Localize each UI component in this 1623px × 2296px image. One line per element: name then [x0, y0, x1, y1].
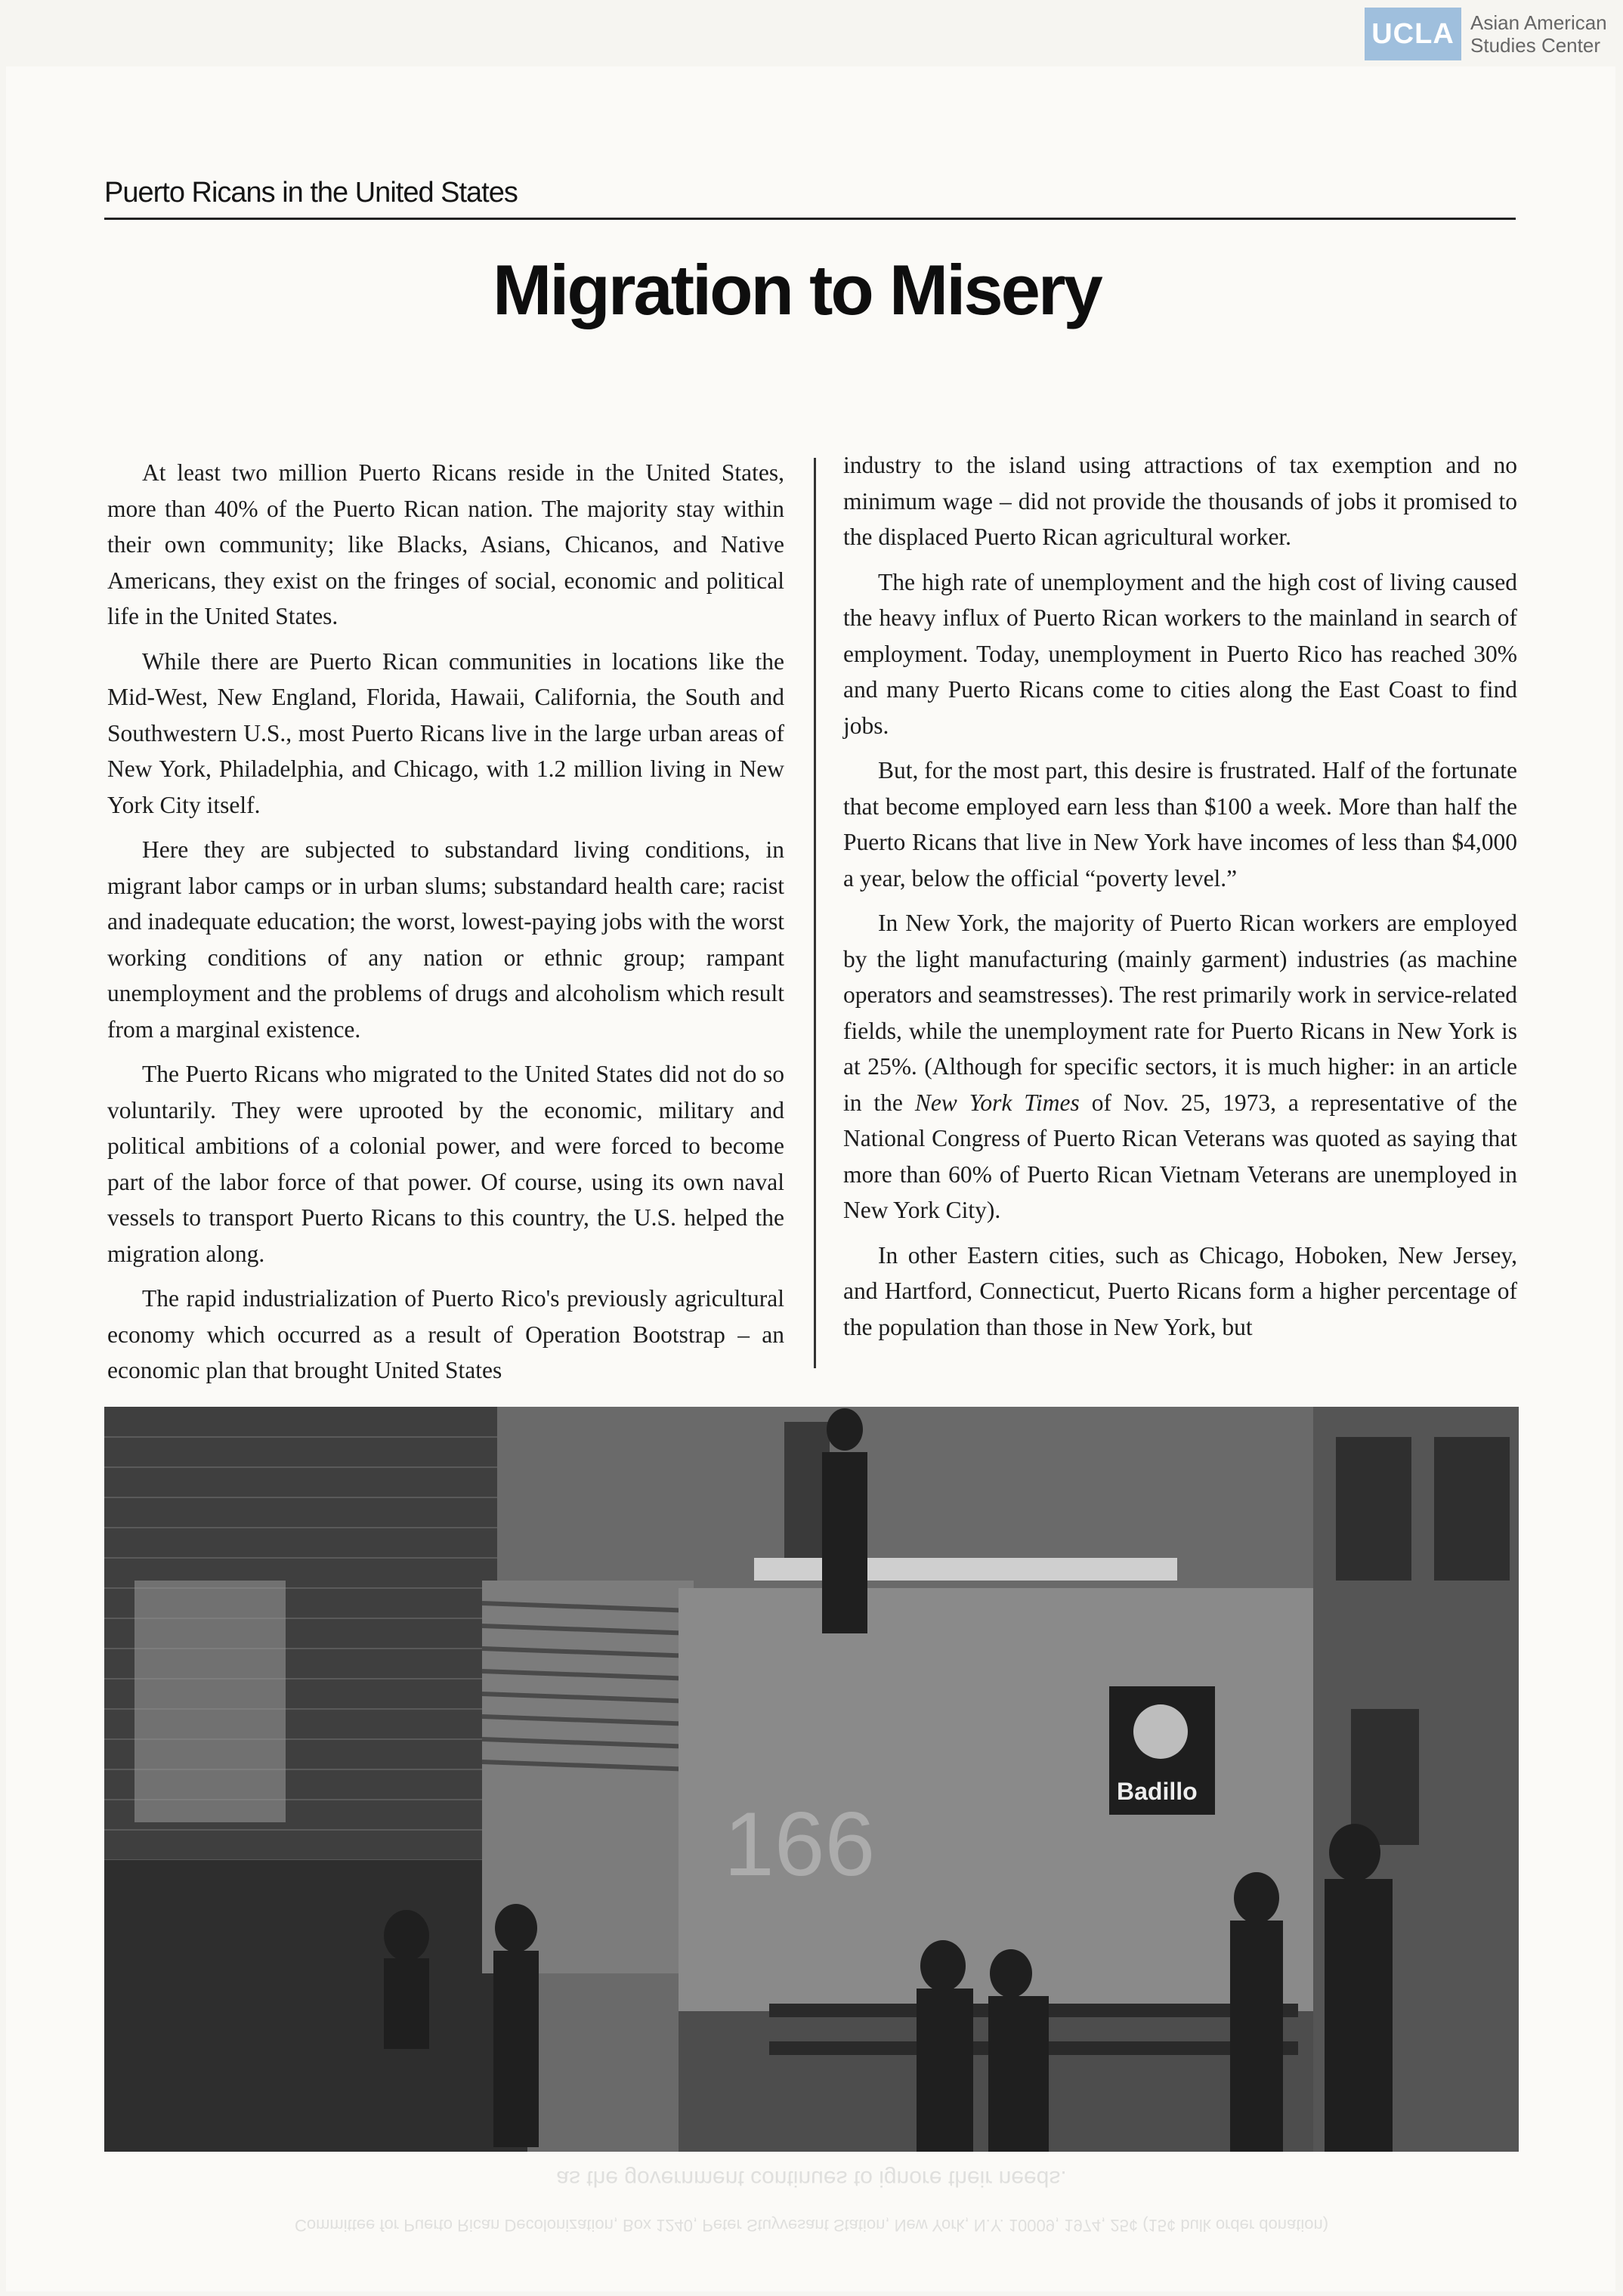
paragraph: industry to the island using attractions of tax exemption and no minimum wage – did not provide the thousands of jobs it promised to the displaced Puerto Rican agricultural worker. [843, 452, 1517, 550]
bleed-through-line-1: as the government continues to ignore their needs. [556, 2166, 1067, 2191]
paragraph: Here they are subjected to substandard living conditions, in migrant labor camps or in urban slums; substandard health care; racist and inadequate education; the worst, lowest-paying jobs with the worst working conditions of any nation or ethnic group; rampant unemployment and the problems of drugs and alcoholism which result from a marginal existence. [107, 836, 784, 1043]
paragraph: The Puerto Ricans who migrated to the United States did not do so voluntarily. They were uprooted by the economic, military and political ambitions of a colonial power, and were forced to become part of the labor force of that power. Of course, using its own naval vessels to transport Puerto Ricans to this country, the U.S. helped the migration along. [107, 1061, 784, 1267]
paragraph-text: In New York, the majority of Puerto Rican workers are employed by the light manufacturing (mainly garment) industries (as machine operators and seamstresses). The rest primarily work in service-related fields, while the unemployment rate for Puerto Ricans in New York is at 25%. (Although for specific sectors, it is much higher: in an article in the [843, 910, 1517, 1116]
article-headline: Migration to Misery [493, 250, 1101, 329]
article-column-2 [843, 447, 1517, 1354]
paragraph: While there are Puerto Rican communities in locations like the Mid-West, New England, Florida, Hawaii, California, the South and Southwestern U.S., most Puerto Ricans live in the large urban areas of New York, Philadelphia, and Chicago, with 1.2 million living in New York City itself. [107, 647, 784, 818]
ucla-logo: UCLA [1365, 8, 1461, 60]
paragraph: But, for the most part, this desire is frustrated. Half of the fortunate that become employed earn less than $100 a week. More than half the Puerto Ricans that live in New York have incomes of less than $4,000 a year, below the official “poverty level.” [843, 757, 1517, 892]
paragraph: At least two million Puerto Ricans reside in the United States, more than 40% of the Puerto Rican nation. The majority stay within their own community; like Blacks, Asians, Chicanos, and Native Americans, they exist on the fringes of social, economic and political life in the United States. [107, 459, 784, 629]
paragraph: The high rate of unemployment and the high cost of living caused the heavy influx of Puerto Rican workers to the mainland in search of employment. Today, unemployment in Puerto Rico has reached 30% and many Puerto Ricans come to cities along the East Coast to find jobs. [843, 568, 1517, 739]
street-scene-photo [104, 1407, 1519, 2152]
bleed-through-line-2: Committee for Puerto Rican Decolonization, Box 1240, Peter Stuyvesant Station, New York, N.Y. 10009, 1974, 25¢ (15¢ bulk order donation) [294, 2216, 1329, 2235]
aasc-line-2: Studies Center [1470, 34, 1600, 57]
poster-label: Badillo [1117, 1778, 1198, 1805]
paragraph-text: of Nov. 25, 1973, a representative of the National Congress of Puerto Rican Veterans was quoted as saying that more than 60% of Puerto Rican Vietnam Veterans are unemployed in New York City). [843, 1089, 1517, 1223]
paragraph: The rapid industrialization of Puerto Rico's previously agricultural economy which occurred as a result of Operation Bootstrap – an economic plan that brought United States [107, 1285, 784, 1383]
ucla-aasc-badge [1365, 8, 1607, 60]
wall-number: 166 [724, 1794, 876, 1895]
series-title: Puerto Ricans in the United States [104, 177, 518, 209]
article-column-1 [107, 455, 784, 1398]
column-divider [814, 458, 816, 1368]
aasc-label [1470, 11, 1607, 57]
paragraph: In other Eastern cities, such as Chicago, Hoboken, New Jersey, and Hartford, Connecticut, Puerto Ricans form a higher percentage of the population than those in New York, but [843, 1241, 1517, 1340]
newspaper-title: New York Times [914, 1089, 1080, 1116]
header-rule [104, 218, 1516, 220]
paragraph [843, 905, 1517, 1228]
aasc-line-1: Asian American [1470, 11, 1607, 34]
